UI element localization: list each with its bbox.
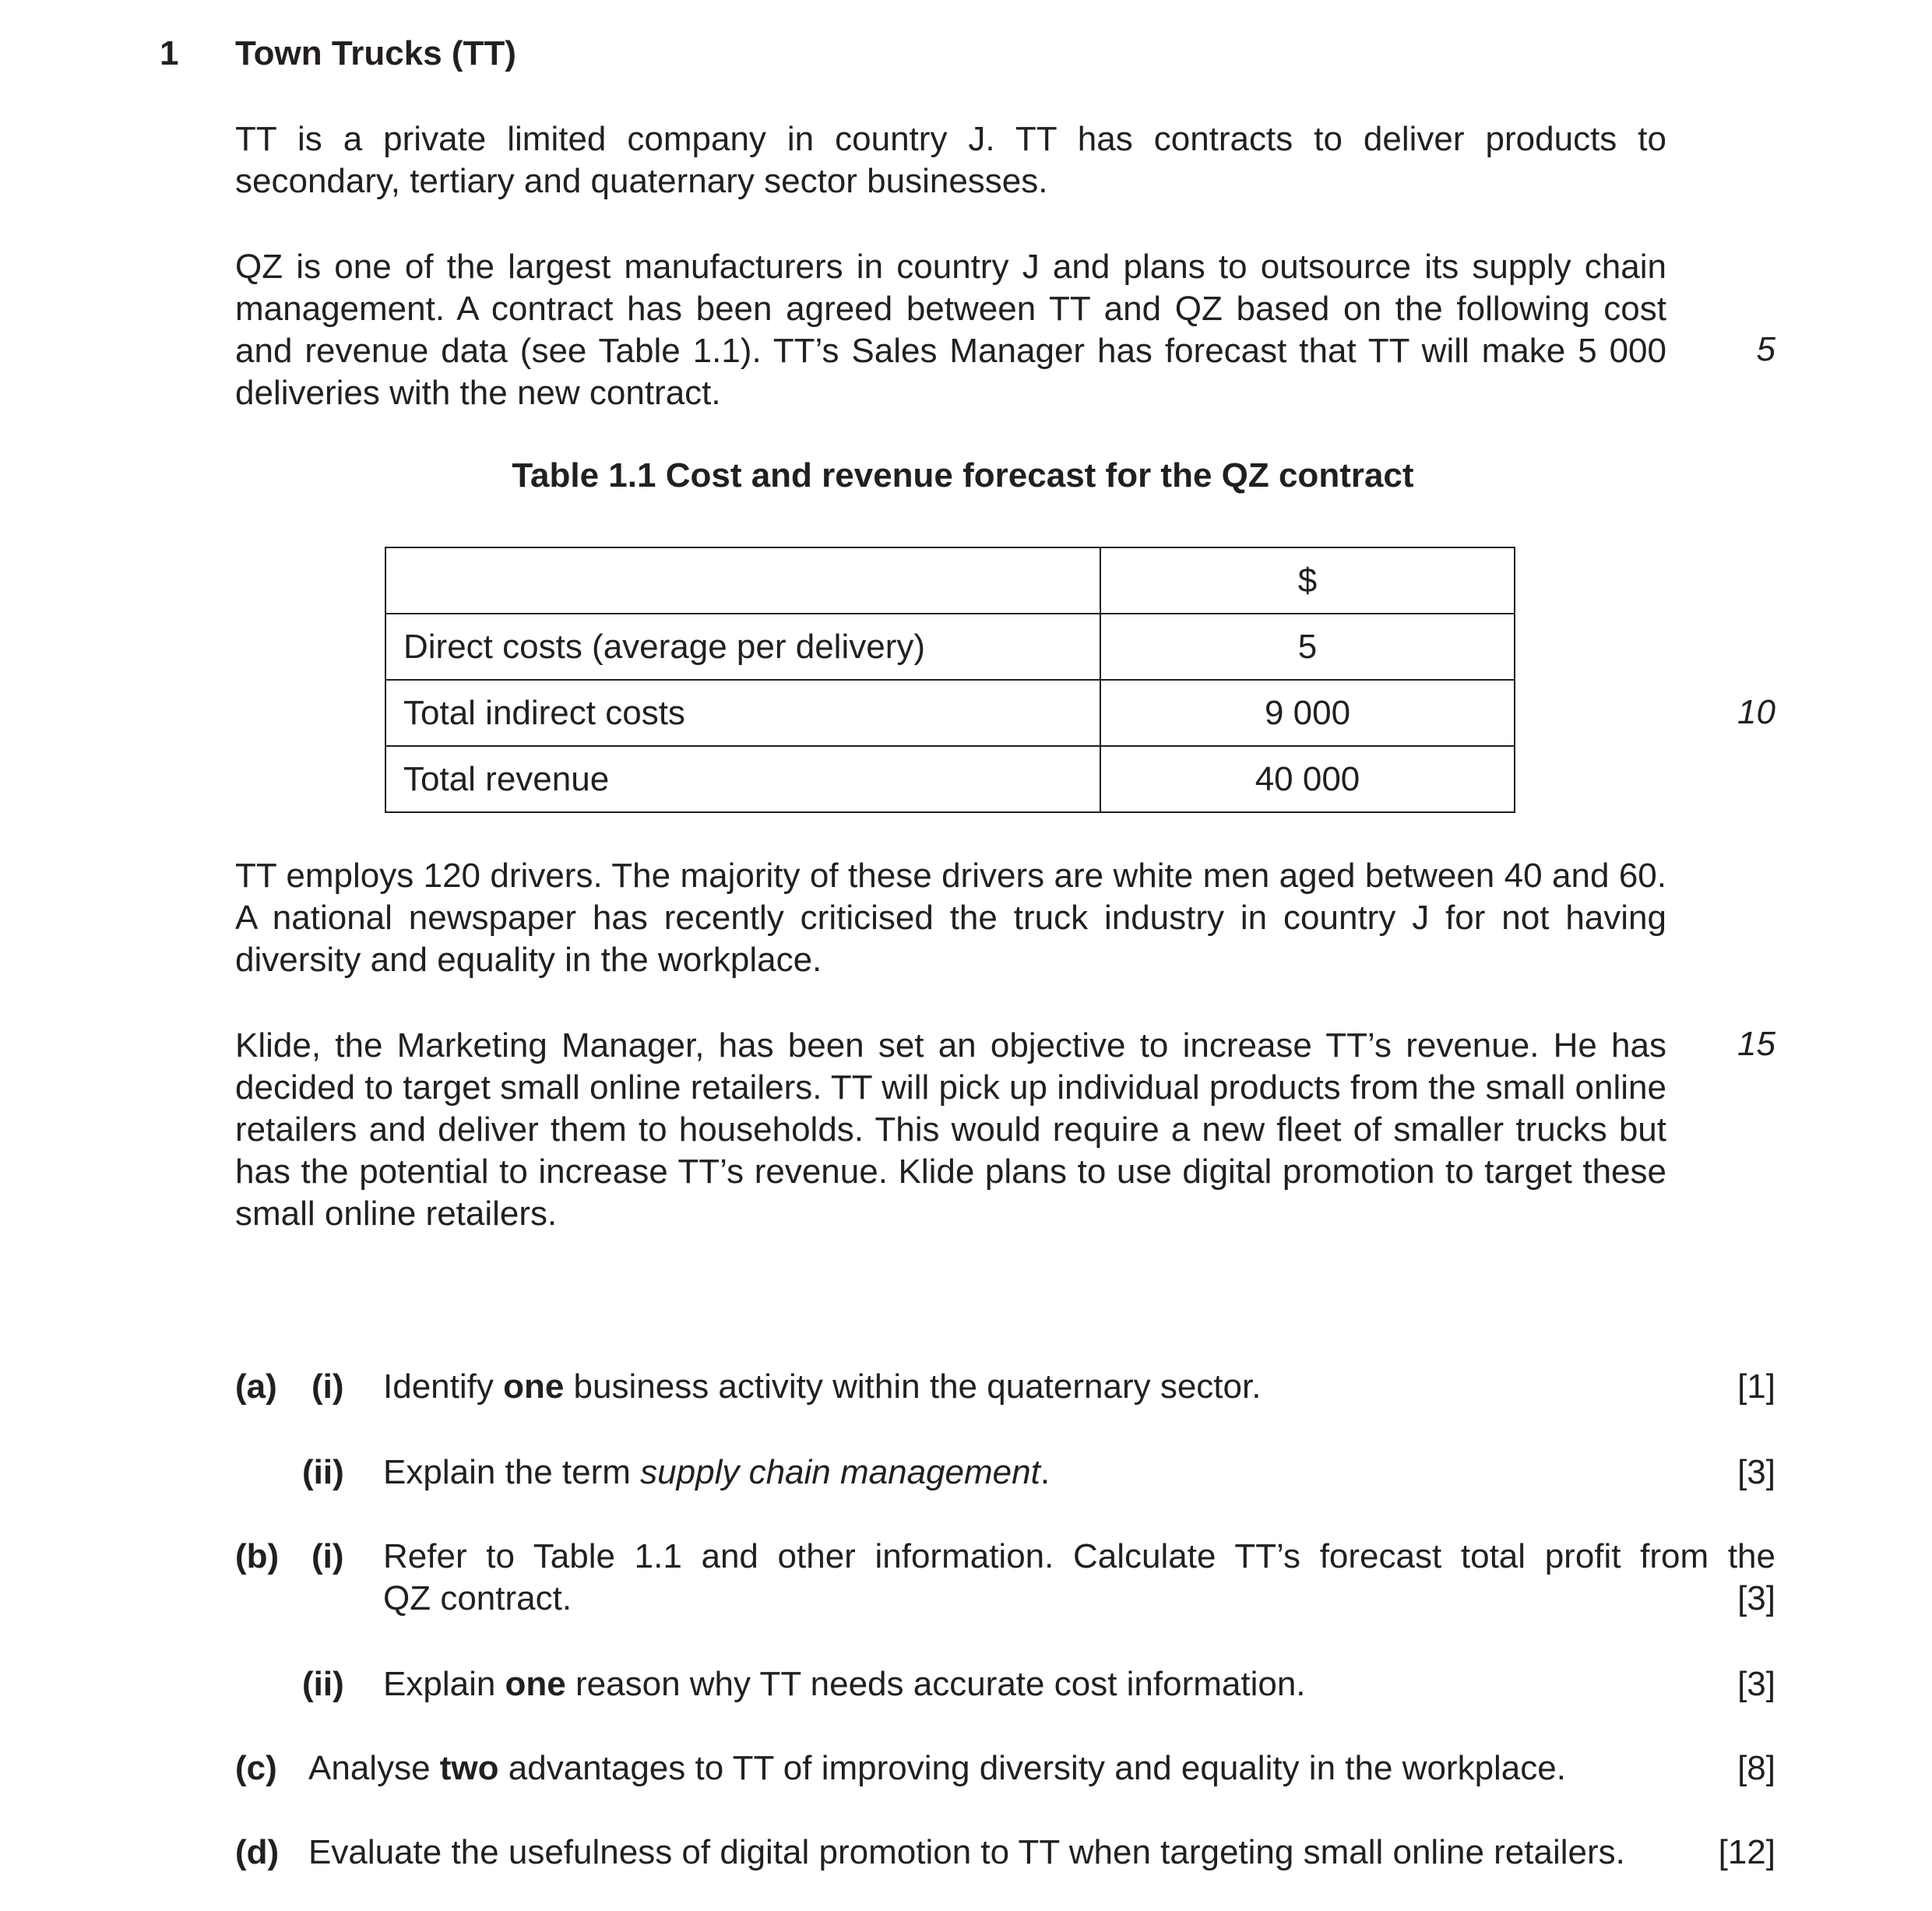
table-row-value: 40 000 <box>1100 746 1515 812</box>
part-b-i-marks: [3] <box>1737 1579 1775 1617</box>
table-row <box>385 680 1515 746</box>
part-a-i-label: (i) <box>311 1367 344 1406</box>
part-a-ii-text: Explain the term supply chain management. <box>383 1453 1050 1491</box>
paragraph-1: TT is a private limited company in country J. TT has contracts to deliver products to secondary, tertiary and quaternary sector businesses. <box>235 120 1666 200</box>
question-title: Town Trucks (TT) <box>235 34 516 72</box>
table-row-label: Direct costs (average per delivery) <box>385 614 1100 680</box>
table-caption: Table 1.1 Cost and revenue forecast for the QZ contract <box>512 456 1414 494</box>
part-b-ii-marks: [3] <box>1737 1665 1775 1703</box>
table-row <box>385 614 1515 680</box>
paragraph-3: TT employs 120 drivers. The majority of these drivers are white men aged between 40 and 60. A national newspaper has recently criticised the truck industry in country J for not having diversity and equality in the workplace. <box>235 857 1666 979</box>
line-number-5: 5 <box>1756 330 1775 368</box>
table-row-label: Total revenue <box>385 746 1100 812</box>
line-number-10: 10 <box>1737 693 1775 731</box>
part-a-i-marks: [1] <box>1737 1367 1775 1406</box>
part-d-label: (d) <box>235 1833 280 1871</box>
part-d-text: Evaluate the usefulness of digital promotion to TT when targeting small online retailers. <box>308 1833 1625 1871</box>
question-number: 1 <box>160 34 179 72</box>
table-row-label: Total indirect costs <box>385 680 1100 746</box>
part-a-ii-marks: [3] <box>1737 1453 1775 1491</box>
part-b-ii-text: Explain one reason why TT needs accurate cost information. <box>383 1665 1306 1703</box>
part-b-label: (b) <box>235 1537 280 1575</box>
table-row-value: 9 000 <box>1100 680 1515 746</box>
part-a-i-text: Identify one business activity within the quaternary sector. <box>383 1367 1262 1406</box>
part-b-ii-label: (ii) <box>302 1665 344 1703</box>
cost-revenue-table <box>385 547 1515 813</box>
part-a-ii-label: (ii) <box>302 1453 344 1491</box>
table-row-value: 5 <box>1100 614 1515 680</box>
part-b-i-text-line2: QZ contract. <box>383 1579 572 1617</box>
part-d-marks: [12] <box>1718 1833 1775 1871</box>
part-c-marks: [8] <box>1737 1749 1775 1787</box>
table-header-row <box>385 547 1515 614</box>
part-c-label: (c) <box>235 1749 277 1787</box>
part-c-text: Analyse two advantages to TT of improving diversity and equality in the workplace. <box>308 1749 1566 1787</box>
part-b-i-text-line1: Refer to Table 1.1 and other information. Calculate TT’s forecast total profit from the <box>383 1537 1775 1575</box>
table-header-currency: $ <box>1100 547 1515 614</box>
paragraph-4: Klide, the Marketing Manager, has been set an objective to increase TT’s revenue. He has decided to target small online retailers. TT will pick up individual products from the small online retailers and deliver them to households. This would require a new fleet of smaller trucks but has the potential to increase TT’s revenue. Klide plans to use digital promotion to target these small online retailers. <box>235 1026 1666 1233</box>
part-b-i-label: (i) <box>311 1537 344 1575</box>
line-number-15: 15 <box>1737 1025 1775 1063</box>
part-a-label: (a) <box>235 1367 277 1406</box>
paragraph-2: QZ is one of the largest manufacturers in country J and plans to outsource its supply chain management. A contract has been agreed between TT and QZ based on the following cost and revenue data (see Table 1.1). TT’s Sales Manager has forecast that TT will make 5 000 deliveries with the new contract. <box>235 248 1666 412</box>
table-row <box>385 746 1515 812</box>
table-header-blank <box>385 547 1100 614</box>
